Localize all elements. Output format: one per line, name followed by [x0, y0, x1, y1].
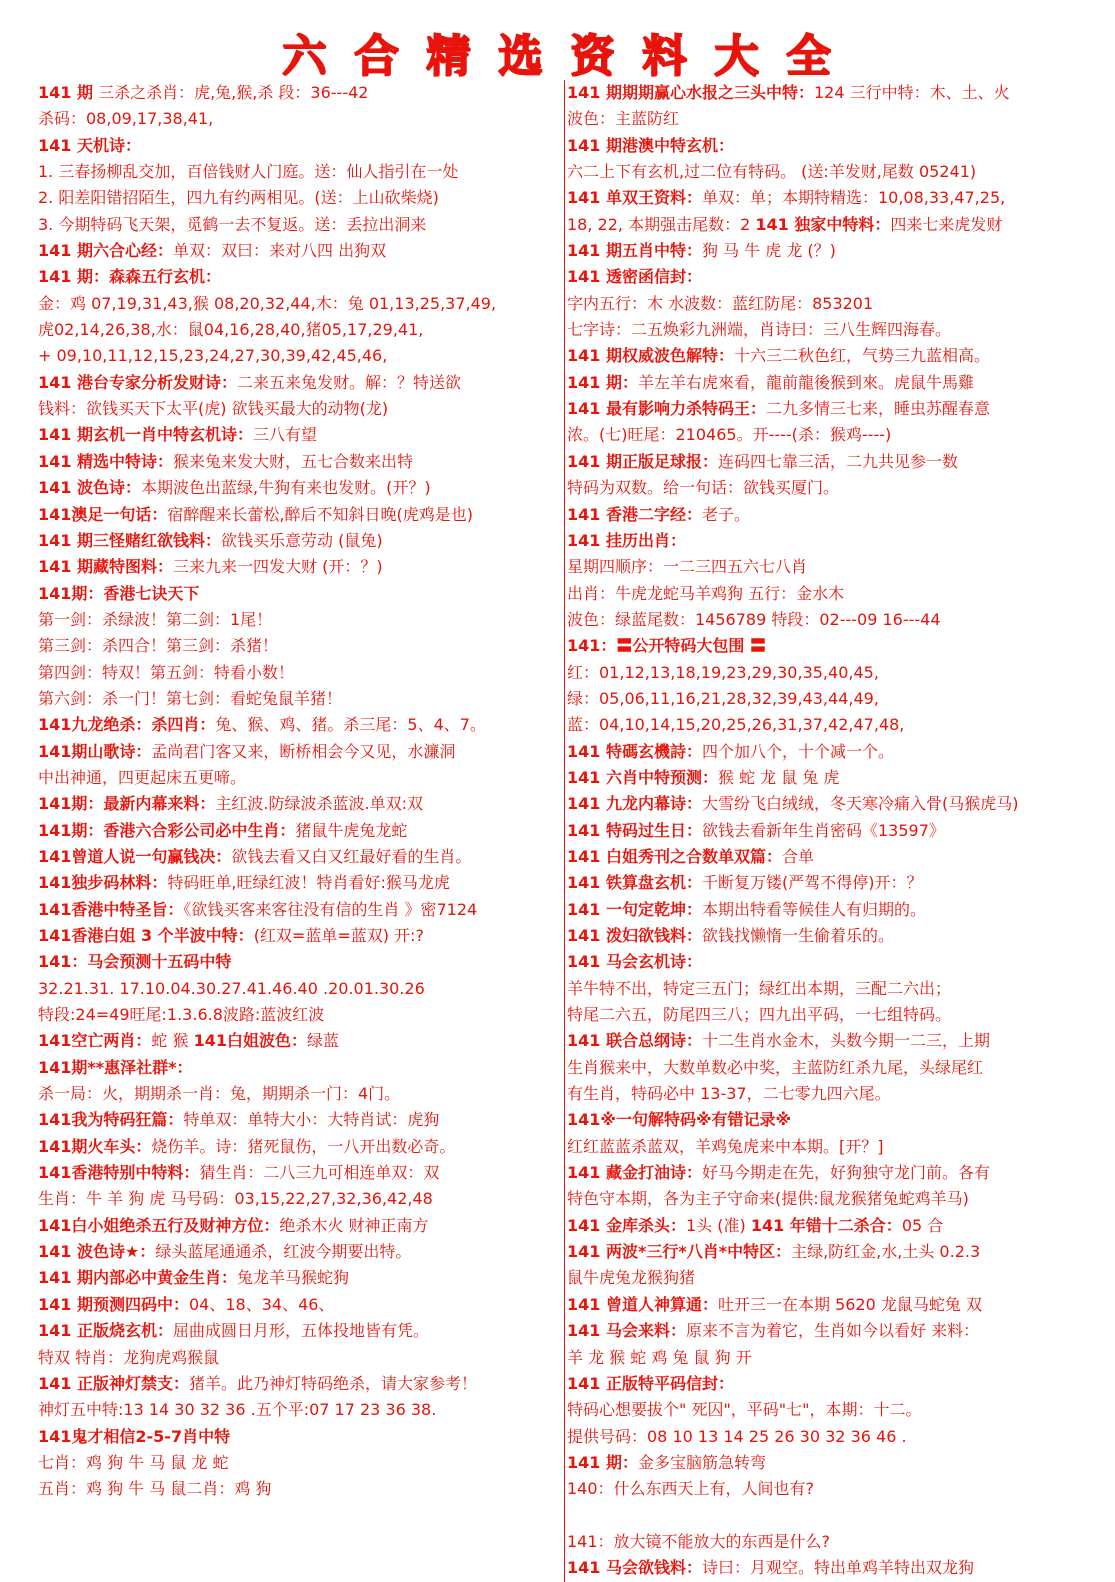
right-line: [567, 475, 1087, 501]
line-text: 屈曲成圆日月形，五体投地皆有凭。: [172, 1321, 429, 1341]
line-heading: 141空亡两肖：: [38, 1031, 152, 1051]
line-heading: 141 一句定乾坤：: [567, 899, 702, 919]
right-line: [567, 291, 1087, 317]
line-text: 3. 今期特码飞天架，觅鹤一去不复返。送：丢拉出洞来: [38, 214, 427, 234]
line-text: 绿：05,06,11,16,21,28,32,39,43,44,49,: [567, 688, 879, 708]
line-text: 猜生肖：二八三九可相连单双：双: [199, 1163, 440, 1183]
left-line: [38, 1345, 558, 1371]
line-heading: 141白小姐绝杀五行及财神方位：: [38, 1215, 280, 1235]
line-heading: 141 波色诗★：: [38, 1242, 156, 1262]
right-line: [567, 133, 1087, 159]
line-text: 字内五行：木 水波数：蓝红防尾：853201: [567, 293, 874, 313]
left-line: [38, 238, 558, 264]
right-line: [567, 502, 1087, 528]
left-line: [38, 976, 558, 1002]
line-heading: 141 天机诗：: [38, 135, 141, 155]
line-heading: 141独步码林料：: [38, 873, 168, 893]
line-text: 蓝：04,10,14,15,20,25,26,31,37,42,47,48,: [567, 715, 905, 735]
left-line: [38, 343, 558, 369]
line-text: 1头 (准): [685, 1215, 751, 1235]
line-text: 绝杀木火 财神正南方: [279, 1215, 429, 1235]
left-line: [38, 791, 558, 817]
line-text: 绿蓝: [307, 1031, 340, 1051]
left-line: [38, 1002, 558, 1028]
right-line: [567, 1107, 1087, 1133]
line-text: 波色：绿蓝尾数：1456789 特段：02---09 16---44: [567, 609, 941, 629]
line-text: 猪羊。此乃神灯特码绝杀，请大家参考！: [188, 1373, 477, 1393]
line-heading: 141 期期期赢心水报之三头中特：: [567, 83, 814, 102]
line-heading: 141 两波*三行*八肖*中特区：: [567, 1242, 792, 1262]
right-line: [567, 1503, 1087, 1529]
left-line: [38, 528, 558, 554]
line-heading: 141 六肖中特预测：: [567, 767, 718, 787]
line-text: 羊左羊右虎來看，龍前龍後猴到來。虎鼠牛馬雞: [637, 372, 974, 392]
right-line: [567, 1002, 1087, 1028]
line-heading: 141 期权威波色解特：: [567, 346, 734, 366]
line-heading: 141期：香港七诀天下: [38, 583, 200, 603]
line-text: 大雪纷飞白绒绒，冬天寒冷痛入骨(马猴虎马): [701, 794, 1019, 814]
right-line: [567, 80, 1087, 106]
title-char: 六: [282, 31, 329, 82]
line-heading: 141 波色诗：: [38, 478, 141, 498]
right-line: [567, 106, 1087, 132]
title-char: 资: [570, 31, 617, 82]
right-line: [567, 449, 1087, 475]
line-text: 04、18、34、46、: [188, 1294, 335, 1314]
left-line: [38, 106, 558, 132]
left-line: [38, 1160, 558, 1186]
left-line: [38, 291, 558, 317]
line-heading: 141九龙绝杀：杀四肖：: [38, 715, 216, 735]
right-line: [567, 739, 1087, 765]
right-line: [567, 923, 1087, 949]
line-text: 单双：单；本期特精选：10,08,33,47,25,: [701, 188, 1006, 208]
line-text: 特码心想要拔个" 死囚"，平码"七"，本期：十二。: [567, 1400, 922, 1420]
line-heading: 141 正版神灯禁支：: [38, 1373, 189, 1393]
line-heading: 141 期港澳中特玄机：: [567, 135, 734, 155]
line-heading: 141 正版特平码信封：: [567, 1373, 734, 1393]
right-line: [567, 317, 1087, 343]
right-line: [567, 159, 1087, 185]
line-text: 二九多情三七来，睡虫苏醒春意: [765, 399, 990, 419]
line-text: 第四剑：特双！第五剑：特看小数！: [38, 662, 295, 682]
line-text: 猪鼠牛虎兔龙蛇: [295, 820, 408, 840]
left-line: [38, 897, 558, 923]
line-heading: 141 单双王资料：: [567, 188, 702, 208]
line-heading: 141 泼妇欲钱料：: [567, 926, 702, 945]
right-line: [567, 818, 1087, 844]
left-line: [38, 133, 558, 159]
line-heading: 141 九龙内幕诗：: [567, 794, 702, 814]
line-text: 第三剑：杀四合！第三剑：杀猪！: [38, 636, 279, 656]
line-text: 提供号码：08 10 13 14 25 26 30 32 36 46 .: [567, 1426, 907, 1446]
left-line: [38, 212, 558, 238]
line-heading: 141 藏金打油诗：: [567, 1163, 702, 1183]
right-line: [567, 976, 1087, 1002]
line-text: 连码四七靠三活，二九共见参一数: [717, 451, 958, 471]
line-heading: 141 年错十二杀合：: [750, 1215, 902, 1235]
line-text: 狗 马 牛 虎 龙 (？): [701, 241, 836, 261]
page-title: [0, 20, 1115, 82]
right-line: [567, 343, 1087, 369]
left-line: [38, 712, 558, 738]
line-heading: 141 期玄机一肖中特玄机诗：: [38, 425, 253, 445]
line-heading: 141 期：: [567, 1452, 638, 1472]
right-line: [567, 660, 1087, 686]
line-text: 32.21.31. 17.10.04.30.27.41.46.40 .20.01.30.26: [38, 978, 425, 998]
line-text: 绿头蓝尾通通杀，红波今期要出特。: [155, 1242, 412, 1262]
left-line: [38, 502, 558, 528]
line-text: 二来五来兔发财。解：？特送欲: [236, 372, 461, 392]
line-text: 特码为双数。给一句话：欲钱买厦门。: [567, 478, 840, 498]
line-text: 神灯五中特:13 14 30 32 36 .五个平:07 17 23 36 38.: [38, 1400, 437, 1420]
line-text: 特色守本期，各为主子守命来(提供:鼠龙猴猪兔蛇鸡羊马): [567, 1189, 969, 1209]
line-text: 原来不言为着它，生肖如今以看好 来料：: [685, 1321, 980, 1341]
line-heading: 141 期正版足球报：: [567, 451, 718, 471]
left-line: [38, 1476, 558, 1502]
line-text: 羊牛特不出，特定三五门；绿红出本期，三配二六出；: [567, 978, 952, 998]
line-text: 杀码：08,09,17,38,41,: [38, 109, 214, 129]
line-heading: 141 独家中特料：: [755, 214, 891, 234]
right-line: [567, 1160, 1087, 1186]
left-line: [38, 422, 558, 448]
right-line: [567, 1450, 1087, 1476]
line-heading: 141 期藏特图料：: [38, 557, 173, 577]
line-text: 虎02,14,26,38,水：鼠04,16,28,40,猪05,17,29,41,: [38, 320, 424, 340]
right-line: [567, 1081, 1087, 1107]
line-heading: 141 港台专家分析发财诗：: [38, 372, 237, 392]
line-text: 杀一局：火，期期杀一肖：兔，期期杀一门：4门。: [38, 1084, 401, 1104]
line-text: 五肖：鸡 狗 牛 马 鼠二肖：鸡 狗: [38, 1479, 272, 1499]
line-text: 第一剑：杀绿波！第二剑：1尾！: [38, 609, 273, 629]
right-line: [567, 712, 1087, 738]
line-heading: 141 正版烧玄机：: [38, 1321, 173, 1341]
line-heading: 141 期三怪赌红欲钱料：: [38, 530, 221, 550]
line-heading: 141 联合总纲诗：: [567, 1031, 702, 1051]
line-heading: 141 期预测四码中：: [38, 1294, 189, 1314]
left-line: [38, 765, 558, 791]
left-line: [38, 1028, 558, 1054]
line-text: 宿醉醒来长蕾松,醉后不知斜日晚(虎鸡是也): [167, 504, 473, 524]
line-heading: 141 特碼玄機詩：: [567, 741, 702, 761]
line-heading: 141 马会玄机诗：: [567, 952, 702, 972]
left-line: [38, 633, 558, 659]
line-text: 140：什么东西天上有，人间也有?: [567, 1479, 815, 1499]
line-text: 烧伤羊。诗：猪死鼠伤，一八开出数必奇。: [151, 1136, 456, 1156]
line-text: 欲钱去看新年生肖密码《13597》: [701, 820, 945, 840]
line-heading: 141香港特别中特料：: [38, 1163, 200, 1183]
left-line: [38, 1265, 558, 1291]
line-text: 特段:24=49旺尾:1.3.6.8波路:蓝波红波: [38, 1005, 325, 1025]
left-line: [38, 870, 558, 896]
line-text: 诗曰：月观空。特出单鸡羊特出双龙狗: [701, 1558, 974, 1578]
title-char: 合: [354, 31, 401, 82]
line-text: 2. 阳差阳错招陌生，四九有约两相见。(送：上山砍柴烧): [38, 188, 439, 208]
right-line: [567, 1028, 1087, 1054]
line-text: 主绿,防红金,水,土头 0.2.3: [791, 1242, 981, 1262]
left-line: [38, 844, 558, 870]
right-line: [567, 1555, 1087, 1581]
line-heading: 141：〓公开特码大包围 〓: [567, 636, 766, 656]
line-text: 主红波.防绿波杀蓝波.单双:双: [215, 794, 423, 814]
left-line: [38, 923, 558, 949]
left-line: [38, 449, 558, 475]
right-line: [567, 212, 1087, 238]
line-text: 生肖猴来中，大数单数必中奖，主蓝防红杀九尾，头绿尾红: [567, 1057, 984, 1077]
right-line: [567, 1371, 1087, 1397]
right-line: [567, 897, 1087, 923]
line-text: 浓。(七)旺尾：210465。开----(杀：猴鸡----): [567, 425, 892, 445]
line-text: 本期波色出蓝绿,牛狗有来也发财。(开？): [140, 478, 431, 498]
right-line: [567, 422, 1087, 448]
line-text: 红红蓝蓝杀蓝双，羊鸡兔虎来中本期。[开？]: [567, 1136, 884, 1156]
line-text: 千断复万镂(严驾不得停)开：？: [701, 873, 923, 893]
right-line: [567, 1292, 1087, 1318]
left-line: [38, 1239, 558, 1265]
left-line: [38, 264, 558, 290]
line-heading: 141※一句解特码※有错记录※: [567, 1110, 792, 1130]
left-line: [38, 818, 558, 844]
line-text: 《欲钱买客来客往没有信的生肖 》密7124: [183, 899, 478, 919]
line-heading: 141 挂历出肖：: [567, 530, 686, 550]
line-text: 有生肖，特码必中 13-37，二七零九四六尾。: [567, 1084, 891, 1104]
line-text: 星期四顺序：一二三四五六七八肖: [567, 557, 808, 577]
line-heading: 141 期内部必中黄金生肖：: [38, 1268, 237, 1288]
line-heading: 141 金库杀头：: [567, 1215, 686, 1235]
line-text: 欲钱找懒惰一生偷着乐的。: [701, 926, 894, 945]
left-line: [38, 159, 558, 185]
right-line: [567, 765, 1087, 791]
right-line: [567, 1397, 1087, 1423]
left-line: [38, 396, 558, 422]
line-heading: 141鬼才相信2-5-7肖中特: [38, 1426, 231, 1446]
line-text: 七肖：鸡 狗 牛 马 鼠 龙 蛇: [38, 1452, 229, 1472]
line-text: 本期出特看等候佳人有归期的。: [701, 899, 926, 919]
left-line: [38, 1055, 558, 1081]
line-heading: 141 透密函信封：: [567, 267, 702, 287]
line-heading: 141 期六合心经：: [38, 241, 173, 261]
title-char: 全: [786, 31, 833, 82]
line-heading: 141 香港二字经：: [567, 504, 702, 524]
line-text: 钱料：欲钱买天下太平(虎) 欲钱买最大的动物(龙): [38, 399, 389, 419]
right-line: [567, 686, 1087, 712]
line-text: 金：鸡 07,19,31,43,猴 08,20,32,44,木：兔 01,13,25,37,49,: [38, 293, 497, 313]
line-heading: 141曾道人说一句赢钱决：: [38, 846, 232, 866]
line-heading: 141 特码过生日：: [567, 820, 702, 840]
right-line: [567, 370, 1087, 396]
line-text: 十六三二秋色红，气势三九蓝相高。: [733, 346, 990, 366]
line-text: 红：01,12,13,18,19,23,29,30,35,40,45,: [567, 662, 879, 682]
line-text: 05 合: [901, 1215, 944, 1235]
line-text: 出肖：牛虎龙蛇马羊鸡狗 五行：金水木: [567, 583, 845, 603]
left-line: [38, 1107, 558, 1133]
left-line: [38, 1186, 558, 1212]
left-line: [38, 1371, 558, 1397]
right-line: [567, 1239, 1087, 1265]
right-line: [567, 1055, 1087, 1081]
right-line: [567, 1186, 1087, 1212]
line-text: 特双 特肖：龙狗虎鸡猴鼠: [38, 1347, 220, 1367]
left-line: [38, 581, 558, 607]
left-line: [38, 1424, 558, 1450]
right-line: [567, 554, 1087, 580]
line-text: 合单: [781, 846, 814, 866]
line-heading: 141白姐波色：: [193, 1031, 307, 1051]
right-line: [567, 1529, 1087, 1555]
line-text: 特码旺单,旺绿红波！特肖看好:猴马龙虎: [167, 873, 450, 893]
right-line: [567, 1134, 1087, 1160]
title-char: 选: [498, 31, 545, 82]
line-text: 鼠牛虎兔龙猴狗猪: [567, 1268, 696, 1288]
line-text: 单双：双曰：来对八四 出狗双: [172, 241, 387, 261]
line-heading: 141 期：森森五行玄机：: [38, 267, 221, 287]
line-heading: 141期火车头：: [38, 1136, 152, 1156]
line-text: 特尾二六五，防尾四三八；四九出平码，一七组特码。: [567, 1005, 952, 1025]
right-line: [567, 1424, 1087, 1450]
line-text: (红双=蓝单=蓝双) 开:?: [253, 926, 424, 945]
line-text: 第六剑：杀一门！第七剑：看蛇兔鼠羊猪！: [38, 688, 343, 708]
line-heading: 141澳足一句话：: [38, 504, 168, 524]
left-line: [38, 949, 558, 975]
left-line: [38, 80, 558, 106]
line-heading: 141 曾道人神算通：: [567, 1294, 718, 1314]
line-heading: 141 马会欲钱料：: [567, 1558, 702, 1578]
right-line: [567, 185, 1087, 211]
left-line: [38, 660, 558, 686]
line-text: 特单双：单特大小：大特肖试：虎狗: [183, 1110, 440, 1130]
line-heading: 141 期: [38, 83, 93, 102]
line-heading: 141期山歌诗：: [38, 741, 152, 761]
right-line: [567, 581, 1087, 607]
right-line: [567, 1213, 1087, 1239]
line-text: + 09,10,11,12,15,23,24,27,30,39,42,45,46,: [38, 346, 388, 366]
line-text: 三杀之杀肖：虎,兔,猴,杀 段：36---42: [92, 83, 369, 102]
line-text: 六二上下有玄机,过二位有特码。 (送:羊发财,尾数 05241): [567, 162, 977, 182]
left-line: [38, 475, 558, 501]
left-line: [38, 1318, 558, 1344]
line-text: 1. 三春扬柳乱交加，百倍钱财人门庭。送：仙人指引在一处: [38, 162, 459, 182]
right-line: [567, 1265, 1087, 1291]
right-column: [564, 80, 1087, 1582]
line-text: 三来九来一四发大财 (开：？): [172, 557, 383, 577]
line-text: 141：放大镜不能放大的东西是什么?: [567, 1531, 831, 1551]
line-heading: 141：马会预测十五码中特: [38, 952, 232, 972]
right-line: [567, 949, 1087, 975]
line-heading: 141 期：: [567, 372, 638, 392]
right-line: [567, 264, 1087, 290]
line-heading: 141香港中特圣旨：: [38, 899, 184, 919]
line-heading: 141 最有影响力杀特码王：: [567, 399, 766, 419]
left-line: [38, 1397, 558, 1423]
line-heading: 141我为特码狂篇：: [38, 1110, 184, 1130]
line-heading: 141香港白姐 3 个半波中特：: [38, 926, 254, 945]
line-text: 兔、猴、鸡、猪。杀三尾：5、4、7。: [215, 715, 486, 735]
right-line: [567, 238, 1087, 264]
line-heading: 141期**惠泽社群*：: [38, 1057, 193, 1077]
line-heading: 141 铁算盘玄机：: [567, 873, 702, 893]
line-text: 兔龙羊马猴蛇狗: [236, 1268, 349, 1288]
line-heading: 141期：最新内幕来料：: [38, 794, 216, 814]
line-heading: 141 马会来料：: [567, 1321, 686, 1341]
line-text: 猴 蛇 龙 鼠 兔 虎: [717, 767, 840, 787]
right-line: [567, 1345, 1087, 1371]
line-text: 18, 22, 本期强击尾数：2: [567, 214, 756, 234]
left-line: [38, 739, 558, 765]
line-heading: 141 白姐秀刊之合数单双篇：: [567, 846, 782, 866]
left-line: [38, 607, 558, 633]
line-text: 波色：主蓝防红: [567, 109, 680, 129]
line-heading: 141期：香港六合彩公司必中生肖：: [38, 820, 296, 840]
line-text: 孟尚君门客又来，断桥相会今又见，水濂洞: [151, 741, 456, 761]
line-text: 欲钱买乐意劳动 (鼠兔): [220, 530, 383, 550]
right-line: [567, 870, 1087, 896]
left-column: [38, 80, 558, 1503]
left-line: [38, 686, 558, 712]
right-line: [567, 1318, 1087, 1344]
line-text: 四个加八个，十个减一个。: [701, 741, 894, 761]
right-line: [567, 607, 1087, 633]
line-text: 羊 龙 猴 蛇 鸡 兔 鼠 狗 开: [567, 1347, 752, 1367]
line-text: 生肖：牛 羊 狗 虎 马号码：03,15,22,27,32,36,42,48: [38, 1189, 433, 1209]
line-text: 猴来兔来发大财，五七合数来出特: [172, 451, 413, 471]
left-line: [38, 1292, 558, 1318]
title-char: 大: [714, 31, 761, 82]
line-text: 欲钱去看又白又红最好看的生肖。: [231, 846, 472, 866]
line-text: 吐开三一在本期 5620 龙鼠马蛇兔 双: [717, 1294, 982, 1314]
left-line: [38, 317, 558, 343]
line-text: 好马今期走在先，好狗独守龙门前。各有: [701, 1163, 990, 1183]
left-line: [38, 1213, 558, 1239]
line-text: 金多宝脑筋急转弯: [637, 1452, 766, 1472]
left-line: [38, 370, 558, 396]
right-line: [567, 633, 1087, 659]
left-line: [38, 1081, 558, 1107]
left-line: [38, 554, 558, 580]
left-line: [38, 185, 558, 211]
line-text: 三八有望: [252, 425, 317, 445]
left-line: [38, 1134, 558, 1160]
title-char: 料: [642, 31, 689, 82]
line-text: 七字诗：二五焕彩九洲端，肖诗曰：三八生辉四海春。: [567, 320, 952, 340]
line-text: 四来七来虎发财: [890, 214, 1003, 234]
line-heading: 141 精选中特诗：: [38, 451, 173, 471]
right-line: [567, 1476, 1087, 1502]
right-line: [567, 791, 1087, 817]
left-line: [38, 1450, 558, 1476]
line-text: 蛇 猴: [151, 1031, 194, 1051]
line-text: 124 三行中特：木、土、火: [813, 83, 1010, 102]
right-line: [567, 844, 1087, 870]
line-heading: 141 期五肖中特：: [567, 241, 702, 261]
title-char: 精: [426, 31, 473, 82]
line-text: 十二生肖水金木，头数今期一二三，上期: [701, 1031, 990, 1051]
line-text: 老子。: [701, 504, 750, 524]
line-text: 中出神通，四更起床五更啼。: [38, 767, 247, 787]
right-line: [567, 396, 1087, 422]
right-line: [567, 528, 1087, 554]
